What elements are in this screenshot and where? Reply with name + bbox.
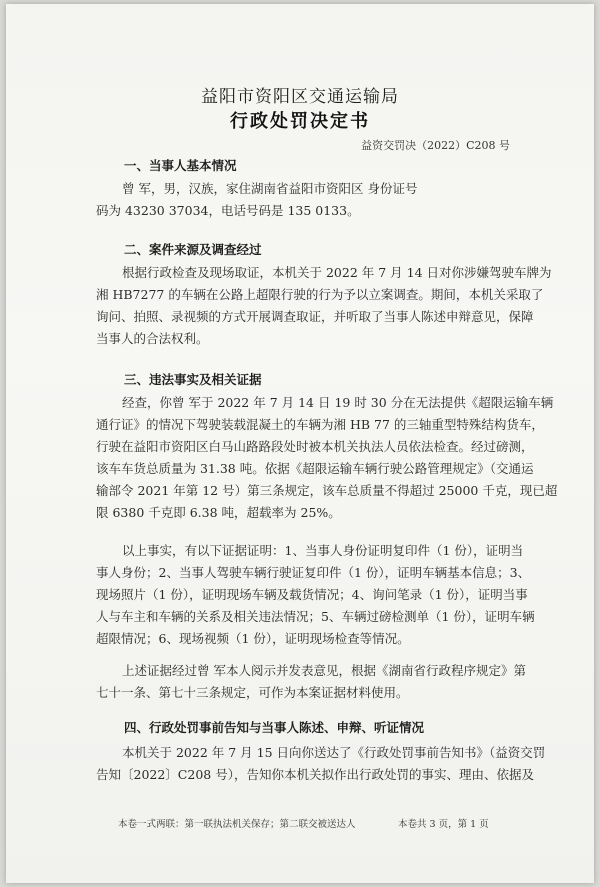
text-line: 事人身份；2、当事人驾驶车辆行驶证复印件（1 份），证明车辆基本信息；3、: [96, 565, 531, 580]
text-line: 上述证据经过曾 军本人阅示并发表意见，根据《湖南省行政程序规定》第: [122, 663, 526, 678]
document-number: 益资交罚决（2022）C208 号: [361, 139, 510, 152]
section-heading-violation-facts: 三、违法事实及相关证据: [124, 372, 262, 387]
text-line: 输部令 2021 年第 12 号）第三条规定，该车总质量不得超过 25000 千克，现已超: [96, 483, 558, 498]
section-heading-case-source: 二、案件来源及调查经过: [124, 242, 262, 257]
agency-name: 益阳市资阳区交通运输局: [201, 87, 399, 107]
document-page: [6, 4, 594, 883]
text-line: 经查，你曾 军于 2022 年 7 月 14 日 19 时 30 分在无法提供《超限运输车辆: [122, 395, 554, 410]
text-line: 根据行政检查及现场取证，本机关于 2022 年 7 月 14 日对你涉嫌驾驶车牌为: [122, 265, 552, 280]
party-info-paragraph: [96, 178, 524, 222]
text-line: 人与车主和车辆的关系及相关违法情况；5、车辆过磅检测单（1 份），证明车辆: [96, 609, 535, 624]
footer-copies-note: 本卷一式两联：第一联执法机关保存；第二联交被送达人: [118, 819, 356, 830]
text-line: 现场照片（1 份），证明现场车辆及载货情况；4、询问笔录（1 份），证明当事: [96, 587, 528, 602]
text-line: 七十一条、第七十三条规定，可作为本案证据材料使用。: [96, 685, 409, 700]
text-line: 当事人的合法权利。: [96, 331, 209, 346]
text-line: 湘 HB7277 的车辆在公路上超限行驶的行为予以立案调查。期间，本机关采取了: [96, 287, 544, 302]
text-line: 码为 43230 37034，电话号码是 135 0133。: [96, 203, 360, 218]
text-line: 询问、拍照、录视频的方式开展调查取证，并听取了当事人陈述申辩意见，保障: [96, 309, 534, 324]
text-line: 限 6380 千克即 6.38 吨，超载率为 25%。: [96, 505, 341, 520]
footer-page-number: 本卷共 3 页，第 1 页: [398, 819, 489, 830]
text-line: 行驶在益阳市资阳区白马山路路段处时被本机关执法人员依法检查。经过磅测，: [96, 439, 534, 454]
section-heading-party-info: 一、当事人基本情况: [124, 158, 237, 173]
document-title: 行政处罚决定书: [230, 111, 370, 132]
section-heading-prior-notice: 四、行政处罚事前告知与当事人陈述、申辩、听证情况: [124, 720, 425, 735]
text-line: 本机关于 2022 年 7 月 15 日向你送达了《行政处罚事前告知书》（益资交罚: [122, 745, 546, 760]
evidence-list-paragraph: [96, 540, 535, 650]
text-line: 超限情况；6、现场视频（1 份），证明现场检查等情况。: [96, 631, 410, 646]
evidence-review-paragraph: [96, 660, 524, 704]
text-line: 以上事实，有以下证据证明：1、当事人身份证明复印件（1 份），证明当: [122, 543, 524, 558]
text-line: 通行证》的情况下驾驶装载混凝土的车辆为湘 HB 77 的三轴重型特殊结构货车，: [96, 417, 544, 432]
text-line: 该车车货总质量为 31.38 吨。依据《超限运输车辆行驶公路管理规定》（交通运: [96, 461, 534, 476]
violation-facts-paragraph: [96, 392, 558, 524]
text-line: 告知〔2022〕C208 号），告知你本机关拟作出行政处罚的事实、理由、依据及: [96, 767, 534, 782]
text-line: 曾 军，男，汉族，家住湖南省益阳市资阳区 身份证号: [122, 181, 418, 196]
case-source-paragraph: [96, 262, 552, 350]
prior-notice-paragraph: [96, 742, 546, 786]
